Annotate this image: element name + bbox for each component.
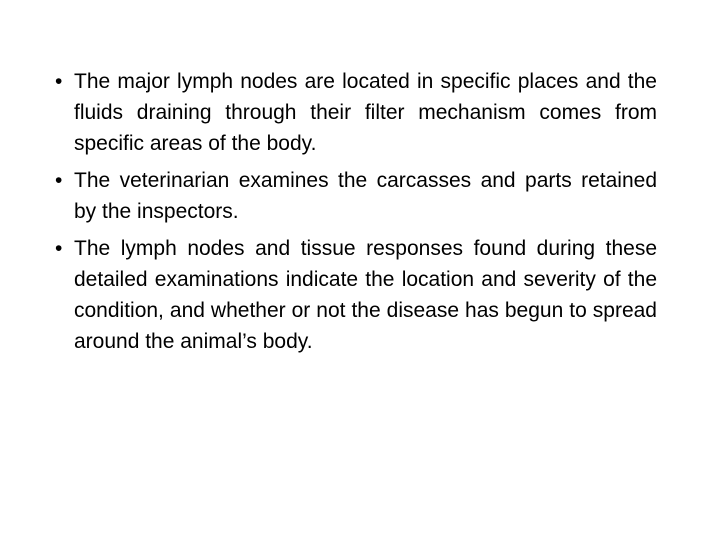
bullet-list: [55, 66, 657, 363]
bullet-dot-icon: •: [55, 70, 63, 93]
bullet-dot-icon: •: [55, 237, 63, 260]
bullet-text: The major lymph nodes are located in specific places and the fluids draining through their filter mechanism comes from specific areas of the body.: [74, 70, 657, 155]
bullet-text: The lymph nodes and tissue responses found during these detailed examinations indicate the location and severity of the condition, and whether or not the disease has begun to spread around the animal’s body.: [74, 237, 657, 353]
bullet-dot-icon: •: [55, 169, 63, 192]
bullet-item: [55, 165, 657, 227]
bullet-item: [55, 233, 657, 357]
bullet-text: The veterinarian examines the carcasses and parts retained by the inspectors.: [74, 169, 657, 223]
bullet-item: [55, 66, 657, 159]
